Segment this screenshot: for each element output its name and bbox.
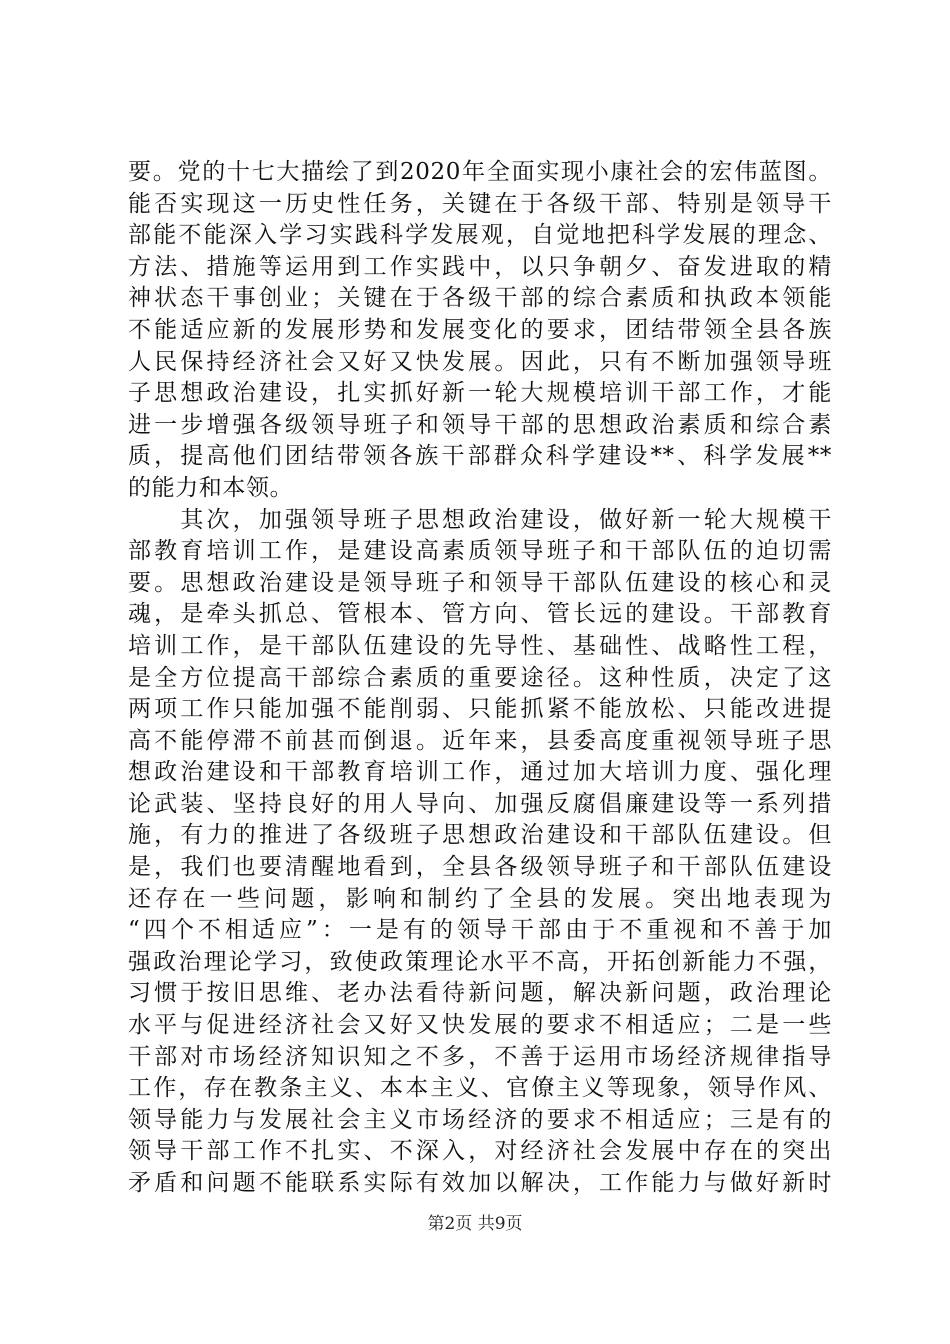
text-line-20: 想政治建设和干部教育培训工作，通过加大培训力度、强化理 xyxy=(128,759,832,786)
text-line-4: 方法、措施等运用到工作实践中，以只争朝夕、奋发进取的精 xyxy=(128,253,832,280)
text-line-33: 矛盾和问题不能联系实际有效加以解决，工作能力与做好新时 xyxy=(128,1170,832,1196)
text-line-17: 是全方位提高干部综合素质的重要途径。这种性质，决定了这 xyxy=(128,664,832,691)
text-line-24: 还存在一些问题，影响和制约了全县的发展。突出地表现为 xyxy=(128,885,832,912)
text-line-1: 要。党的十七大描绘了到2020年全面实现小康社会的宏伟蓝图。 xyxy=(128,159,832,185)
text-line-28: 水平与促进经济社会又好又快发展的要求不相适应；二是一些 xyxy=(128,1012,832,1039)
text-line-7: 人民保持经济社会又好又快发展。因此，只有不断加强领导班 xyxy=(128,348,832,375)
text-line-14: 要。思想政治建设是领导班子和领导干部队伍建设的核心和灵 xyxy=(128,569,832,596)
body-text xyxy=(128,157,832,1200)
text-line-25: “四个不相适应”：一是有的领导干部由于不重视和不善于加 xyxy=(128,917,832,944)
text-line-29: 干部对市场经济知识知之不多，不善于运用市场经济规律指导 xyxy=(128,1043,832,1070)
text-line-12: 其次，加强领导班子思想政治建设，做好新一轮大规模干 xyxy=(128,506,832,533)
text-line-19: 高不能停滞不前甚而倒退。近年来，县委高度重视领导班子思 xyxy=(128,727,832,754)
page-number-footer: 第2页 共9页 xyxy=(427,1214,523,1234)
text-line-26: 强政治理论学习，致使政策理论水平不高，开拓创新能力不强， xyxy=(128,948,832,975)
text-line-3: 部能不能深入学习实践科学发展观，自觉地把科学发展的理念、 xyxy=(128,222,832,249)
text-line-11: 的能力和本领。 xyxy=(128,474,294,501)
text-line-6: 不能适应新的发展形势和发展变化的要求，团结带领全县各族 xyxy=(128,316,832,343)
text-line-16: 培训工作，是干部队伍建设的先导性、基础性、战略性工程， xyxy=(128,632,832,659)
text-line-10: 质，提高他们团结带领各族干部群众科学建设**、科学发展** xyxy=(128,443,832,470)
text-line-8: 子思想政治建设，扎实抓好新一轮大规模培训干部工作，才能 xyxy=(128,380,832,407)
text-line-2: 能否实现这一历史性任务，关键在于各级干部、特别是领导干 xyxy=(128,190,832,217)
text-line-21: 论武装、坚持良好的用人导向、加强反腐倡廉建设等一系列措 xyxy=(128,790,832,817)
text-line-13: 部教育培训工作，是建设高素质领导班子和干部队伍的迫切需 xyxy=(128,538,832,565)
text-line-31: 领导能力与发展社会主义市场经济的要求不相适应；三是有的 xyxy=(128,1106,832,1133)
text-line-15: 魂，是牵头抓总、管根本、管方向、管长远的建设。干部教育 xyxy=(128,601,832,628)
text-line-18: 两项工作只能加强不能削弱、只能抓紧不能放松、只能改进提 xyxy=(128,696,832,723)
text-line-22: 施，有力的推进了各级班子思想政治建设和干部队伍建设。但 xyxy=(128,822,832,849)
text-line-30: 工作，存在教条主义、本本主义、官僚主义等现象，领导作风、 xyxy=(128,1075,832,1102)
text-line-27: 习惯于按旧思维、老办法看待新问题，解决新问题，政治理论 xyxy=(128,980,832,1007)
text-line-23: 是，我们也要清醒地看到，全县各级领导班子和干部队伍建设 xyxy=(128,854,832,881)
text-line-32: 领导干部工作不扎实、不深入，对经济社会发展中存在的突出 xyxy=(128,1138,832,1165)
text-line-5: 神状态干事创业；关键在于各级干部的综合素质和执政本领能 xyxy=(128,285,832,312)
text-line-9: 进一步增强各级领导班子和领导干部的思想政治素质和综合素 xyxy=(128,411,832,438)
